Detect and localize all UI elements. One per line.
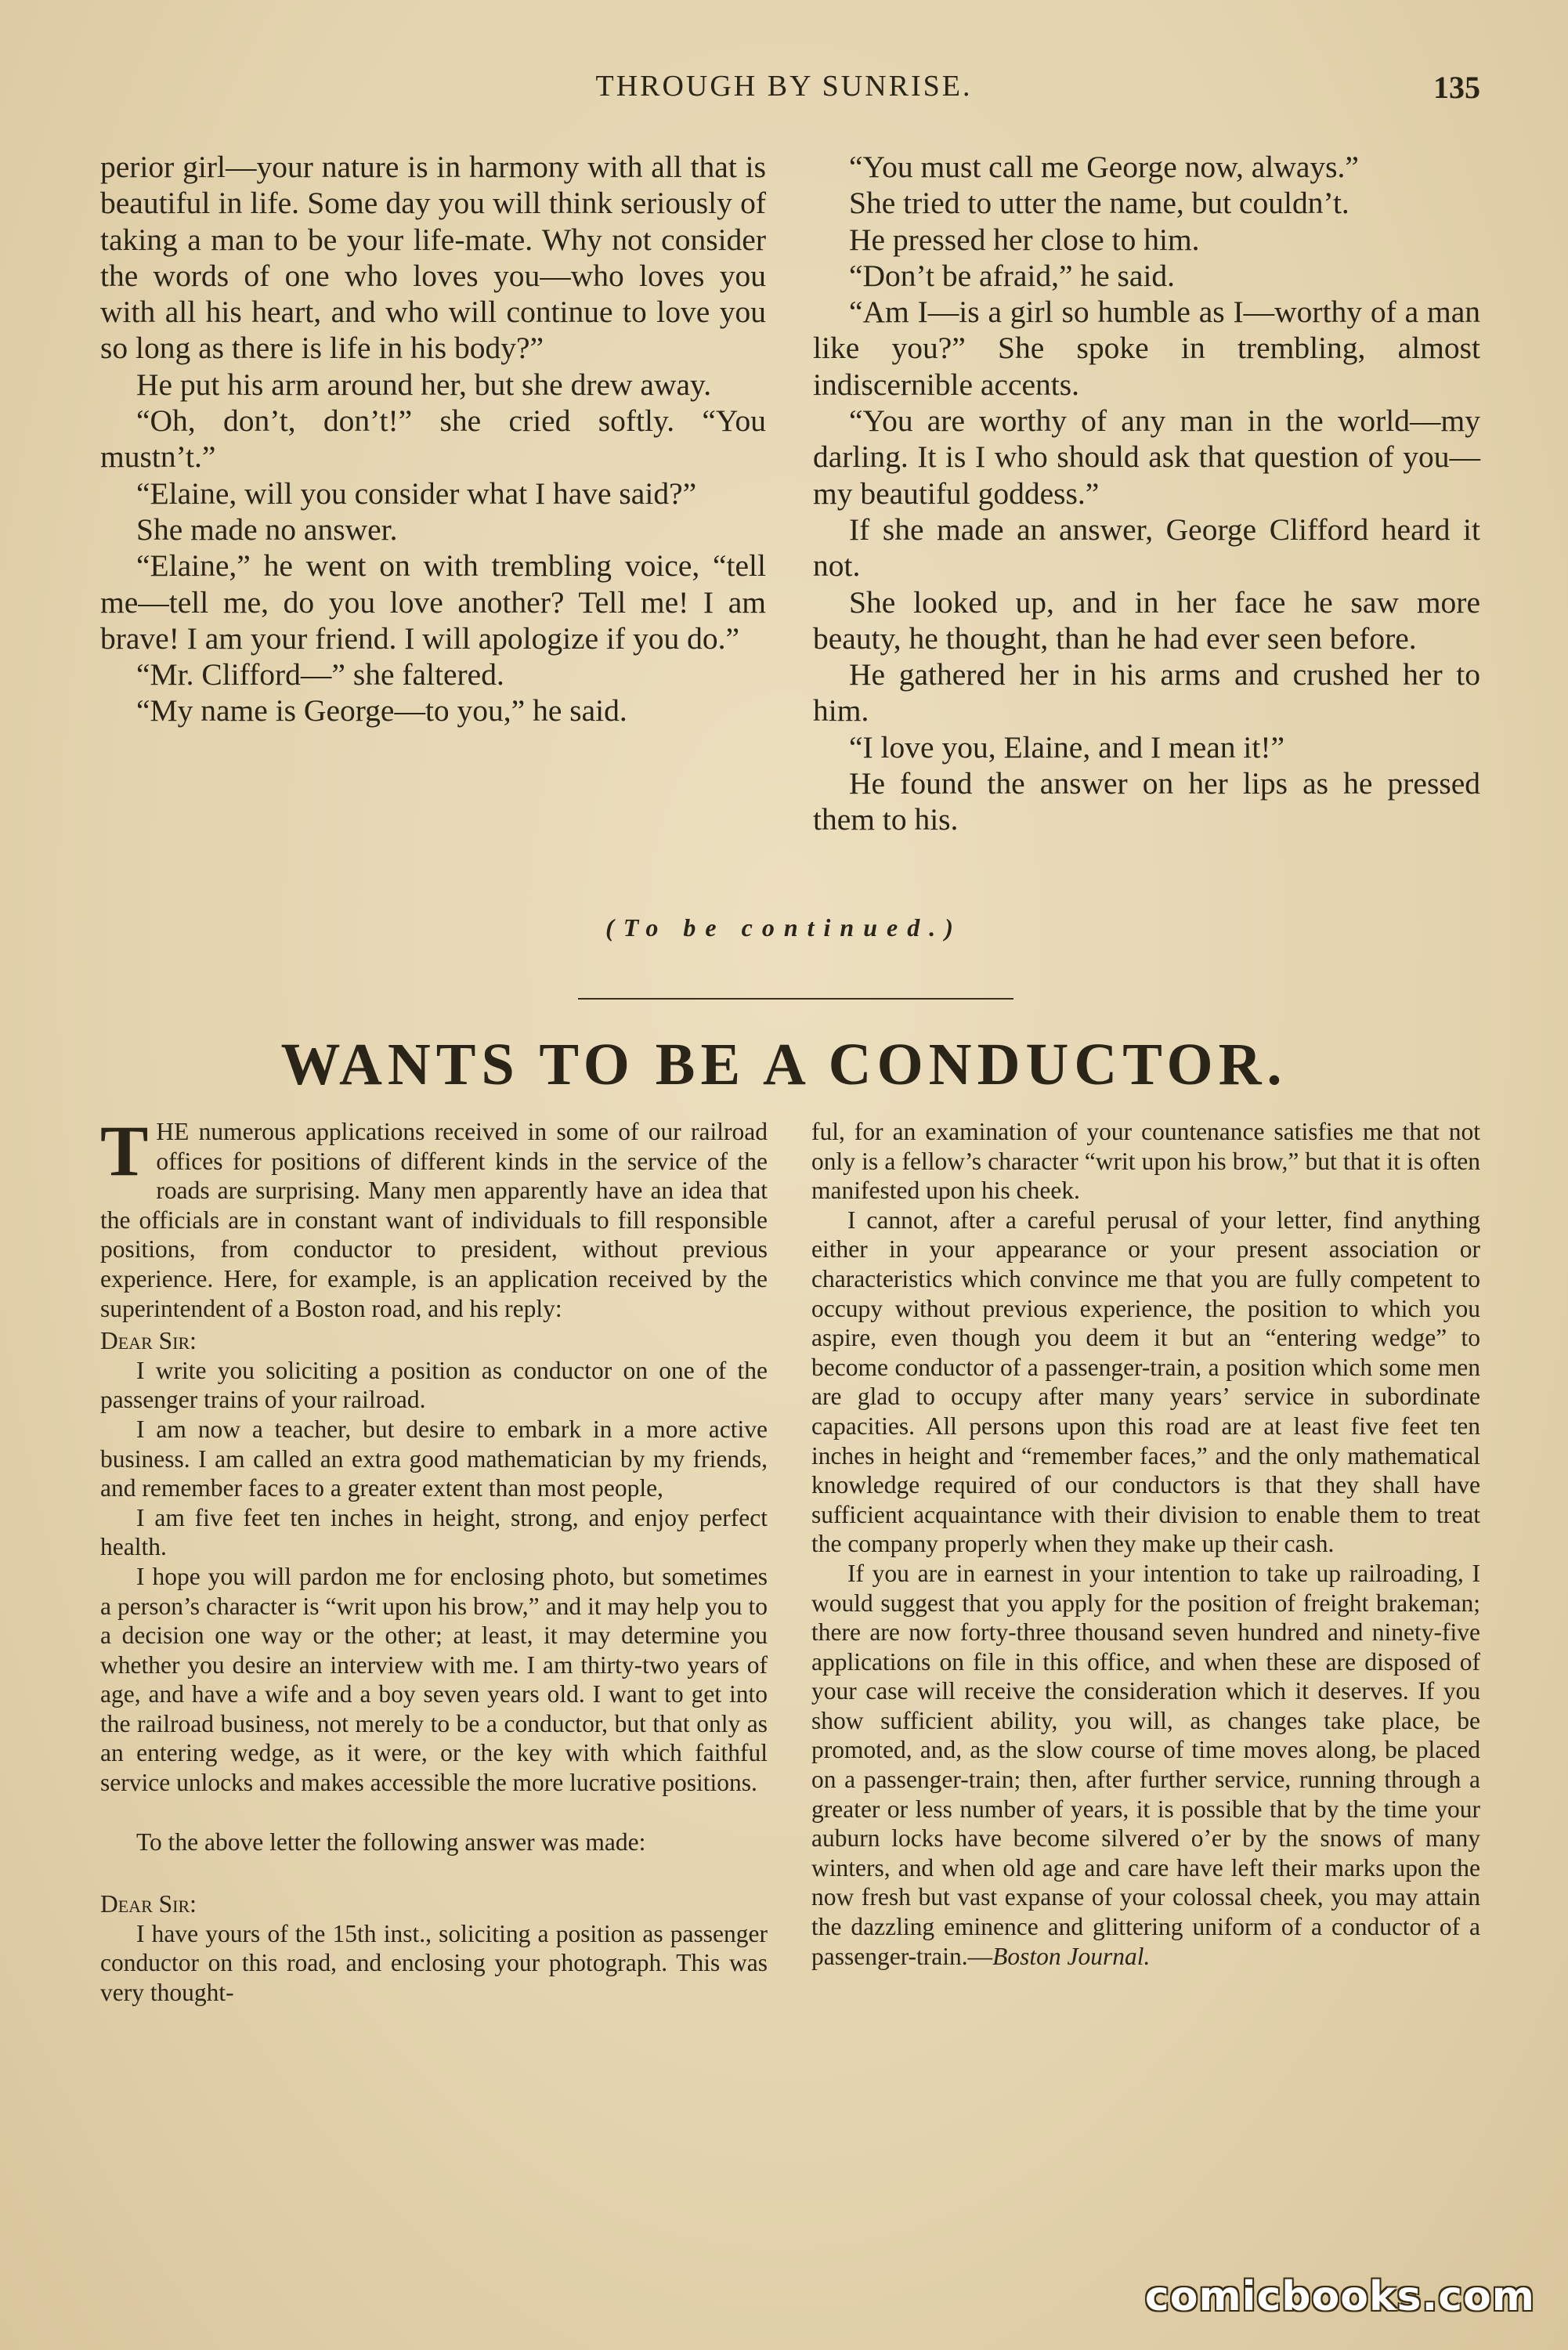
letter-paragraph: I have yours of the 15th inst., soliciting a position as passenger conductor on this road, and enclosing your photograph. This was very thought- (100, 1919, 768, 2007)
reply-text: If you are in earnest in your intention to take up railroading, I would suggest that you apply for the position of freight brakeman; there are now forty-three thousand seven hundred and ninety-five applications on file in this office, and when these are disposed of your case will receive the consideration which it deserves. If you show sufficient ability, you will, as changes take place, be promoted, and, as the slow course of time moves along, be placed on a passenger-train; then, after further service, running through a greater or less number of years, it is possible that by the time your auburn locks have become silvered o’er by the snows of many winters, and when old age and care have left their marks upon the now fresh but vast expanse of your colossal cheek, you may attain the dazzling eminence and glittering uniform of a conductor of a passenger-train.— (811, 1559, 1480, 1970)
story-paragraph: “You are worthy of any man in the world—my darling. It is I who should ask that question of you—my beautiful goddess.” (813, 403, 1480, 511)
watermark: comicbooks.com (1144, 2273, 1535, 2320)
page-number: 135 (1433, 70, 1480, 105)
running-title: THROUGH BY SUNRISE. (595, 70, 973, 103)
story-paragraph: She tried to utter the name, but couldn’t. (849, 186, 1349, 221)
story-paragraph: He put his arm around her, but she drew away. (136, 367, 712, 402)
story-paragraph: “Elaine, will you consider what I have said?” (136, 475, 697, 511)
story-paragraph: If she made an answer, George Clifford heard it not. (813, 512, 1480, 584)
continued-note: (To be continued.) (605, 913, 963, 942)
intro-text: HE numerous applications received in some of our railroad offices for positions of different kinds in the service of the roads are surprising. Many men apparently have an idea that the officials are in constant want of individuals to fill responsible positions, from conductor to president, without previous experience. Here, for example, is an application received by the superintendent of a Boston road, and his reply: (100, 1118, 768, 1322)
spacer (100, 1856, 768, 1886)
answer-intro: To the above letter the following answer was made: (136, 1828, 646, 1856)
article-title: WANTS TO BE A CONDUCTOR. (280, 1032, 1288, 1097)
story-paragraph: He gathered her in his arms and crushed her to him. (813, 657, 1480, 728)
story-paragraph: “Mr. Clifford—” she faltered. (136, 657, 504, 692)
story-paragraph: “You must call me George now, always.” (849, 150, 1359, 184)
story-paragraph: She made no answer. (136, 512, 398, 547)
story-paragraph: He pressed her close to him. (849, 222, 1200, 257)
letter-paragraph: I write you soliciting a position as conductor on one of the passenger trains of your railroad. (100, 1356, 768, 1414)
story-paragraph: perior girl—your nature is in harmony with all that is beautiful in life. Some day you will think seriously of taking a man to be your life-mate. Why not consider the words of one who loves you—who loves you with all his heart, and who will continue to love you so long as there is life in his body?” (100, 150, 766, 366)
article-intro (100, 1111, 768, 1323)
story-paragraph: He found the answer on her lips as he pressed them to his. (813, 766, 1480, 837)
article-column-left (100, 1111, 768, 2008)
story-paragraph: “Elaine,” he went on with trembling voice, “tell me—tell me, do you love another? Tell me! I am brave! I am your friend. I will apologize if you do.” (100, 548, 766, 656)
reply-paragraph: I cannot, after a careful perusal of your letter, find anything either in your appearance or your present association or characteristics which convince me that you are fully competent to occupy without previous experience, the position to which you aspire, even though you deem it but an “entering wedge” to become conductor of a passenger-train, a position which some men are glad to occupy after many years’ service in subordinate capacities. All persons upon this road are at least five feet ten inches in height and “remember faces,” and the only mathematical knowledge required of our conductors is that they shall have sufficient acquaintance with their division to enable them to treat the company properly when they make up their cash. (811, 1206, 1480, 1558)
story-paragraph: “Don’t be afraid,” he said. (849, 258, 1176, 293)
story-paragraph: “My name is George—to you,” he said. (136, 693, 627, 728)
letter-paragraph: I hope you will pardon me for enclosing photo, but sometimes a person’s character is “writ upon his brow,” and it may help you to a decision one way or the other; at least, it may determine you whether you desire an interview with me. I am thirty-two years of age, and have a wife and a boy seven years old. I want to get into the railroad business, not merely to be a conductor, but that only as an entering wedge, as it were, or the key with which faithful service unlocks and makes accessible the more lucrative positions. (100, 1562, 768, 1797)
reply-paragraph (811, 1559, 1480, 1971)
source-credit: Boston Journal. (992, 1942, 1151, 1970)
letter-paragraph: I am now a teacher, but desire to embark in a more active business. I am called an extra good mathematician by my friends, and remember faces to a greater extent than most people, (100, 1415, 768, 1502)
spacer (100, 1798, 768, 1828)
story-paragraph: She looked up, and in her face he saw more beauty, he thought, than he had ever seen before. (813, 584, 1480, 656)
drop-cap: T (100, 1111, 149, 1191)
story-column-right (813, 149, 1480, 838)
letter-paragraph: I am five feet ten inches in height, strong, and enjoy perfect health. (100, 1503, 768, 1561)
salutation: Dear Sir: (100, 1327, 197, 1355)
story-paragraph: “Oh, don’t, don’t!” she cried softly. “You mustn’t.” (100, 403, 766, 475)
salutation: Dear Sir: (100, 1890, 197, 1918)
story-paragraph: “Am I—is a girl so humble as I—worthy of a man like you?” She spoke in trembling, almost indiscernible accents. (813, 295, 1480, 402)
section-divider (578, 998, 1013, 1000)
running-head (0, 69, 1568, 108)
reply-paragraph: ful, for an examination of your countenance satisfies me that not only is a fellow’s character “writ upon his brow,” but that it is often manifested upon his cheek. (811, 1118, 1480, 1205)
story-column-left (100, 149, 766, 729)
story-paragraph: “I love you, Elaine, and I mean it!” (849, 729, 1285, 765)
article-column-right (811, 1117, 1480, 1971)
